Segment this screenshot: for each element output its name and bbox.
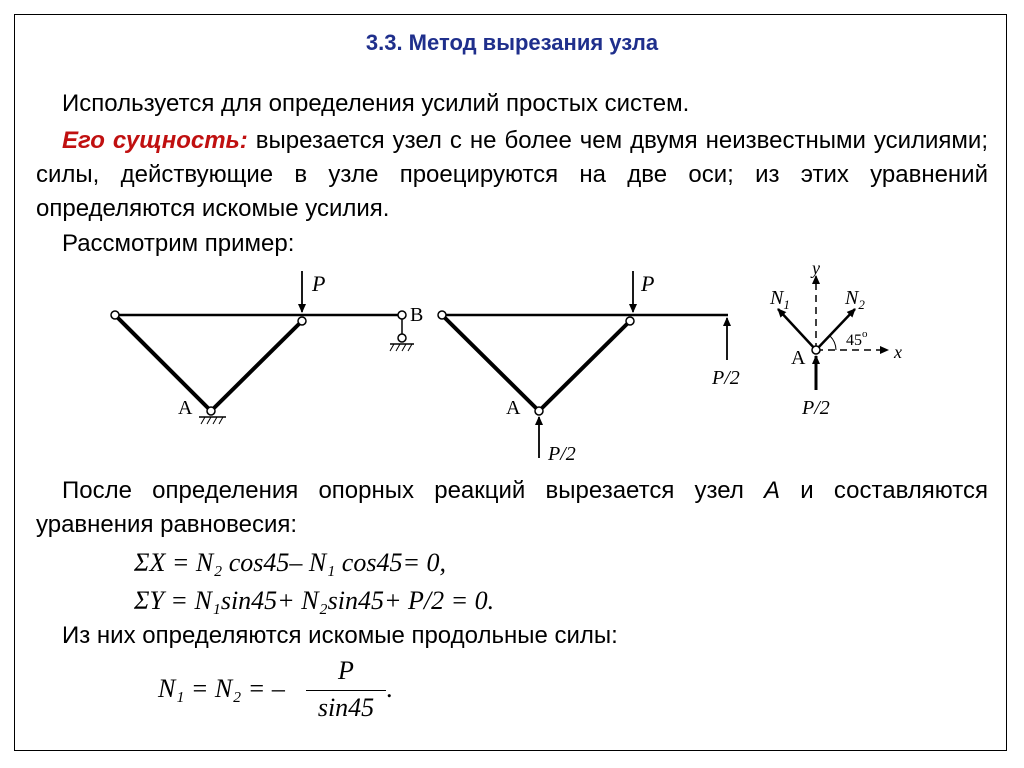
force-n1 [778, 309, 816, 350]
label-a-left: A [178, 397, 193, 419]
equation-y: ΣY = N₁sin45+ N₂sin45+ P/2 = 0. [134, 586, 495, 615]
essence-text: вырезается узел с не более чем двумя неизвестными усилиями; силы, действующие в узле проецируются на две оси; из этих уравнений определяются искомые усилия. [36, 127, 988, 222]
final-numerator: P [338, 656, 354, 685]
label-p-half-node: P/2 [802, 397, 830, 419]
label-p-middle: P [641, 271, 655, 296]
label-n1: $N_1$ [770, 287, 790, 312]
label-angle: 45$^o$ [846, 328, 868, 349]
after-node: A [764, 477, 781, 504]
after-text-1: После определения опорных реакций вырезается узел [62, 477, 765, 504]
label-a-middle: A [506, 397, 521, 419]
truss-diagram [0, 250, 1024, 470]
truss-left [111, 271, 423, 424]
label-p-half-b: P/2 [712, 367, 740, 389]
equation-x: ΣX = N₂ cos45– N₁ cos45= 0, [134, 548, 446, 577]
conclusion-text: Из них определяются искомые продольные силы: [62, 622, 618, 649]
label-y: y [812, 258, 820, 278]
final-lhs: N₁ = N₂ = – [158, 674, 285, 703]
label-n2: $N_2$ [845, 287, 865, 312]
support-a-left [199, 417, 226, 424]
label-p-half-a: P/2 [548, 443, 576, 465]
essence-lead: Его сущность: [62, 127, 248, 154]
node-free-body [769, 258, 902, 419]
after-paragraph [36, 474, 988, 542]
after-text-2: и составляются уравнения равновесия: [36, 477, 988, 538]
final-fraction [306, 656, 386, 723]
label-p-left: P [312, 271, 326, 296]
example-label: Рассмотрим пример: [62, 230, 295, 257]
slide-title: 3.3. Метод вырезания узла [365, 30, 659, 55]
label-a-node: A [791, 347, 806, 369]
essence-paragraph [36, 124, 988, 226]
label-b: B [410, 304, 424, 326]
label-x: x [894, 342, 902, 362]
intro-text: Используется для определения усилий простых систем. [62, 90, 690, 117]
final-denominator: sin45 [317, 693, 375, 722]
truss-middle [438, 271, 740, 465]
final-end: . [386, 674, 393, 703]
